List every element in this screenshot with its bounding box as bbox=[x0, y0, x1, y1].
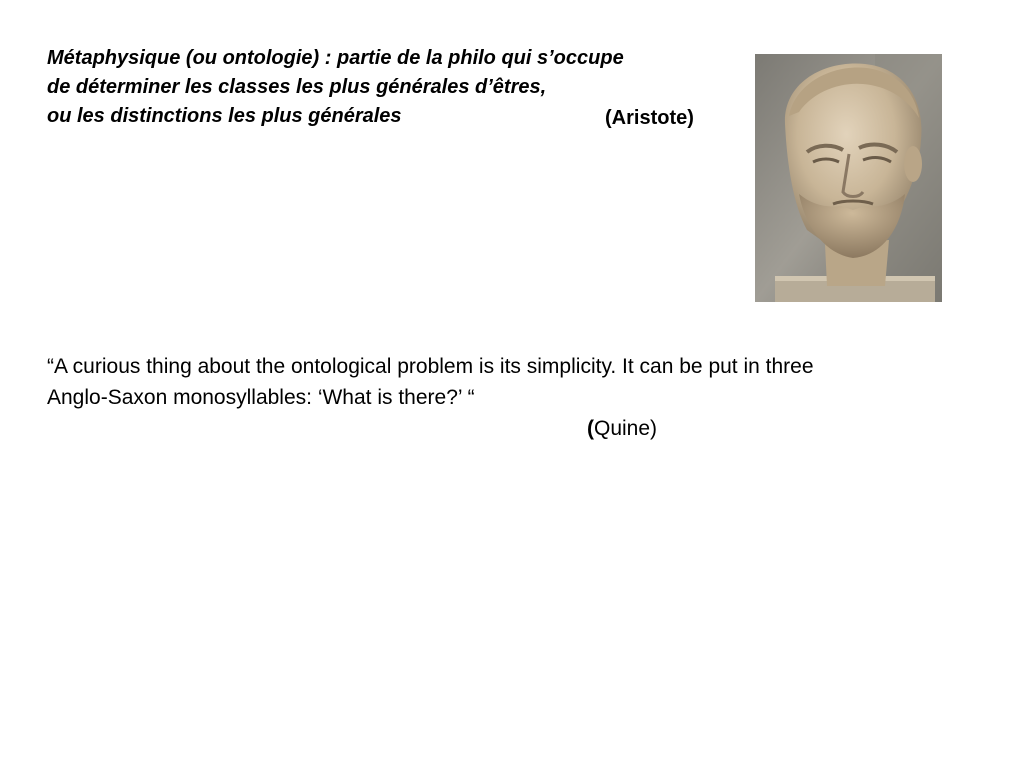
definition-line-2: de déterminer les classes les plus générales d’êtres, bbox=[47, 76, 547, 98]
quote-line-1: “A curious thing about the ontological problem is its simplicity. It can be put in three bbox=[47, 355, 814, 378]
aristotle-bust-image bbox=[755, 54, 942, 302]
attribution-quine-open-paren: ( bbox=[587, 417, 594, 440]
quote-text bbox=[47, 351, 947, 413]
attribution-quine-name: Quine) bbox=[594, 417, 658, 440]
quote-line-2: Anglo-Saxon monosyllables: ‘What is there?’ “ bbox=[47, 386, 475, 409]
attribution-quine bbox=[587, 413, 657, 444]
definition-line-1: Métaphysique (ou ontologie) : partie de la philo qui s’occupe bbox=[47, 47, 624, 69]
definition-line-3: ou les distinctions les plus générales bbox=[47, 105, 402, 127]
attribution-aristote: (Aristote) bbox=[605, 107, 694, 129]
